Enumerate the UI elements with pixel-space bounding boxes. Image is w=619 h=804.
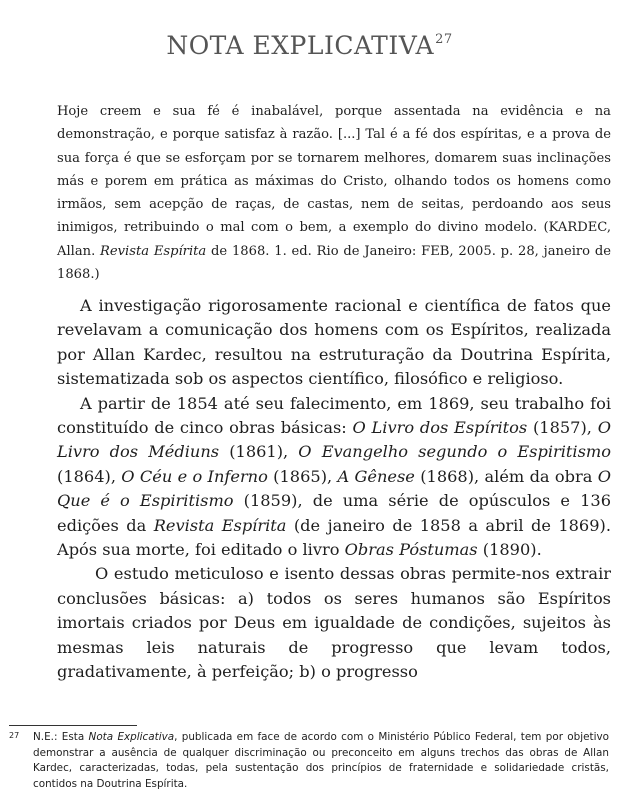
p2-text: A partir de 1854 até seu falecimento, em 1869, seu trabalho foi constituído de cinco obras básicas: bbox=[57, 393, 611, 438]
p2-text: (1857), bbox=[527, 418, 598, 438]
footnote-number: 27 bbox=[9, 731, 20, 740]
page-title bbox=[0, 31, 619, 60]
paragraph-2 bbox=[57, 392, 611, 563]
footnote-divider bbox=[9, 725, 137, 726]
p2-book-title: O Livro dos Médiuns bbox=[57, 418, 611, 462]
paragraph-3: O estudo meticuloso e isento dessas obras permite-nos extrair conclusões básicas: a) todos os seres humanos são Espíritos imortais criados por Deus em igualdade de condições, sujeitos às mesmas leis naturais de progresso que levam todos, gradativamente, à perfeição; b) o progresso bbox=[57, 564, 611, 682]
p2-text: (de janeiro de 1858 a abril de 1869). Após sua morte, foi editado o livro bbox=[57, 515, 611, 560]
p2-text: (1865), bbox=[267, 466, 338, 486]
p2-book-title: O Que é o Espiritismo bbox=[57, 466, 611, 511]
p2-text: (1861), bbox=[219, 442, 299, 462]
quote-citation: de 1868. 1. ed. Rio de Janeiro: FEB, 2005. p. 28, janeiro de 1868.) bbox=[57, 243, 611, 283]
p2-book-title: O Evangelho segundo o Espiritismo bbox=[298, 442, 611, 462]
p2-text: (1864), bbox=[57, 466, 122, 486]
quote-paragraph bbox=[57, 100, 611, 286]
quote-text: Hoje creem e sua fé é inabalável, porque assentada na evidência e na demonstração, e porque satisfaz à razão. [...] Tal é a fé dos espíritas, e a prova de sua força é que se esforçam por se tornarem melhores, domarem suas inclinações más e porem em prática as máximas do Cristo, olhando todos os homens como irmãos, sem acepção de raças, de castas, nem de seitas, perdoando aos seus inimigos, retribuindo o mal com o bem, a exemplo do divino modelo. (KARDEC, Allan. bbox=[57, 104, 611, 259]
footnote-italic: Nota Explicativa bbox=[88, 731, 175, 743]
title-text: NOTA EXPLICATIVA bbox=[166, 30, 435, 60]
p2-book-title: O Livro dos Espíritos bbox=[352, 418, 528, 438]
body-text bbox=[57, 294, 611, 685]
p2-text: (1890). bbox=[477, 540, 542, 560]
p2-book-title: A Gênese bbox=[337, 466, 415, 486]
footnote bbox=[9, 730, 609, 792]
quote-italic-title: Revista Espírita bbox=[100, 243, 207, 259]
paragraph-1: A investigação rigorosamente racional e científica de fatos que revelavam a comunicação dos homens com os Espíritos, realizada por Allan Kardec, resultou na estruturação da Doutrina Espírita, sistematizada sob os aspectos científico, filosófico e religioso. bbox=[57, 296, 611, 389]
footnote-segment: , publicada em face de acordo com o Ministério Público Federal, tem por objetivo demonstrar a ausência de qualquer discriminação ou preconceito em alguns trechos das obras de Allan Kardec, caracterizadas, todas, pela sustentação dos princípios de fraternidade e solidariedade cristãs, contidos na Doutrina Espírita. bbox=[33, 731, 609, 790]
p2-book-title: Revista Espírita bbox=[153, 515, 287, 535]
p2-book-title: Obras Póstumas bbox=[344, 540, 478, 560]
p2-text: (1859), de uma série de opúsculos e 136 edições da bbox=[57, 491, 611, 535]
block-quote bbox=[57, 100, 611, 286]
footnote-text bbox=[33, 730, 609, 792]
p2-text: (1868), além da obra bbox=[414, 466, 598, 486]
footnote-segment: N.E.: Esta bbox=[33, 731, 89, 743]
p2-book-title: O Céu e o Inferno bbox=[121, 466, 268, 486]
title-footnote-mark: 27 bbox=[435, 31, 453, 47]
